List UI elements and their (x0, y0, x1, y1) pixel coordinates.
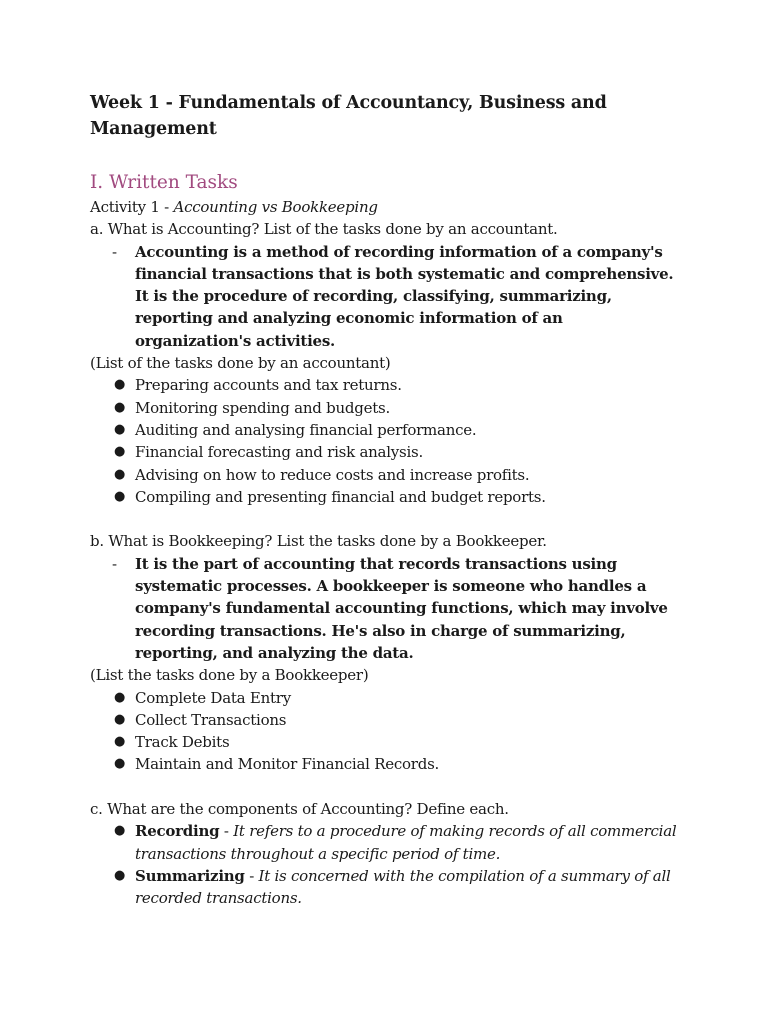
question-b-answer (90, 553, 680, 664)
list-item-text: Auditing and analysing financial performance. (135, 420, 477, 439)
activity-title: Accounting vs Bookkeeping (173, 198, 378, 216)
list-item-text: Financial forecasting and risk analysis. (135, 443, 423, 462)
question-a-prompt: a. What is Accounting? List of the tasks done by an accountant. (90, 220, 558, 239)
document-title: Week 1 - Fundamentals of Accountancy, Business and Management (90, 93, 607, 139)
bullet-icon: ● (114, 756, 126, 772)
list-item-text: Maintain and Monitor Financial Records. (135, 755, 440, 774)
list-item (90, 464, 680, 486)
accountant-tasks-list (90, 374, 680, 508)
list-item-text: Compiling and presenting financial and budget reports. (135, 487, 546, 506)
list-item (90, 820, 680, 865)
bullet-icon: ● (114, 444, 126, 460)
question-a-answer-list (90, 241, 680, 352)
bullet-icon: ● (114, 711, 126, 727)
component-separator: - (219, 822, 234, 841)
list-item (90, 486, 680, 508)
question-c-prompt: c. What are the components of Accounting? Define each. (90, 800, 509, 819)
dash-marker: - (112, 242, 117, 261)
list-item (90, 865, 680, 910)
bullet-icon: ● (114, 466, 126, 482)
component-definition: It refers to a procedure of making records of all commercial transactions throughout a specific period of time. (135, 822, 677, 863)
question-a-answer-text: Accounting is a method of recording information of a company's financial transactions that is both systematic and comprehensive. It is the procedure of recording, classifying, summarizing, reporting and analyzing economic information of an organization's activities. (135, 242, 674, 350)
list-item (90, 731, 680, 753)
bullet-icon: ● (114, 867, 126, 883)
dash-marker: - (112, 554, 117, 573)
bullet-icon: ● (114, 421, 126, 437)
activity-line (90, 196, 680, 218)
bullet-icon: ● (114, 399, 126, 415)
component-separator: - (244, 866, 259, 885)
list-item (90, 709, 680, 731)
list-item (90, 687, 680, 709)
paragraph-spacer (90, 508, 680, 530)
list-item-text: Track Debits (135, 733, 230, 752)
list-item-text: Collect Transactions (135, 710, 287, 729)
bullet-icon: ● (114, 823, 126, 839)
list-item-text: Advising on how to reduce costs and increase profits. (135, 465, 530, 484)
bullet-icon: ● (114, 734, 126, 750)
list-item-text: Preparing accounts and tax returns. (135, 376, 402, 395)
document-body (90, 90, 680, 910)
question-b-list-heading: (List the tasks done by a Bookkeeper) (90, 666, 369, 685)
paragraph-spacer (90, 776, 680, 798)
list-item (90, 397, 680, 419)
list-item-text: Complete Data Entry (135, 688, 291, 707)
section-heading: I. Written Tasks (90, 172, 238, 193)
list-item (90, 419, 680, 441)
list-item-text: Monitoring spending and budgets. (135, 398, 390, 417)
component-term: Recording (135, 822, 220, 841)
question-a-answer (90, 241, 680, 352)
list-item (90, 441, 680, 463)
question-b-answer-text: It is the part of accounting that records transactions using systematic processes. A bookkeeper is someone who handles a company's fundamental accounting functions, which may involve recording transactions. He's also in charge of summarizing, reporting, and analyzing the data. (135, 554, 668, 662)
question-a-list-heading: (List of the tasks done by an accountant) (90, 354, 391, 373)
list-item (90, 753, 680, 775)
accounting-components-list (90, 820, 680, 909)
question-b-prompt: b. What is Bookkeeping? List the tasks done by a Bookkeeper. (90, 532, 547, 551)
bullet-icon: ● (114, 689, 126, 705)
bullet-icon: ● (114, 488, 126, 504)
bookkeeper-tasks-list (90, 687, 680, 776)
list-item (90, 374, 680, 396)
bullet-icon: ● (114, 377, 126, 393)
question-b-answer-list (90, 553, 680, 664)
component-term: Summarizing (135, 866, 245, 885)
component-definition: It is concerned with the compilation of a summary of all recorded transactions. (135, 866, 671, 908)
activity-label: Activity 1 - (90, 198, 174, 216)
